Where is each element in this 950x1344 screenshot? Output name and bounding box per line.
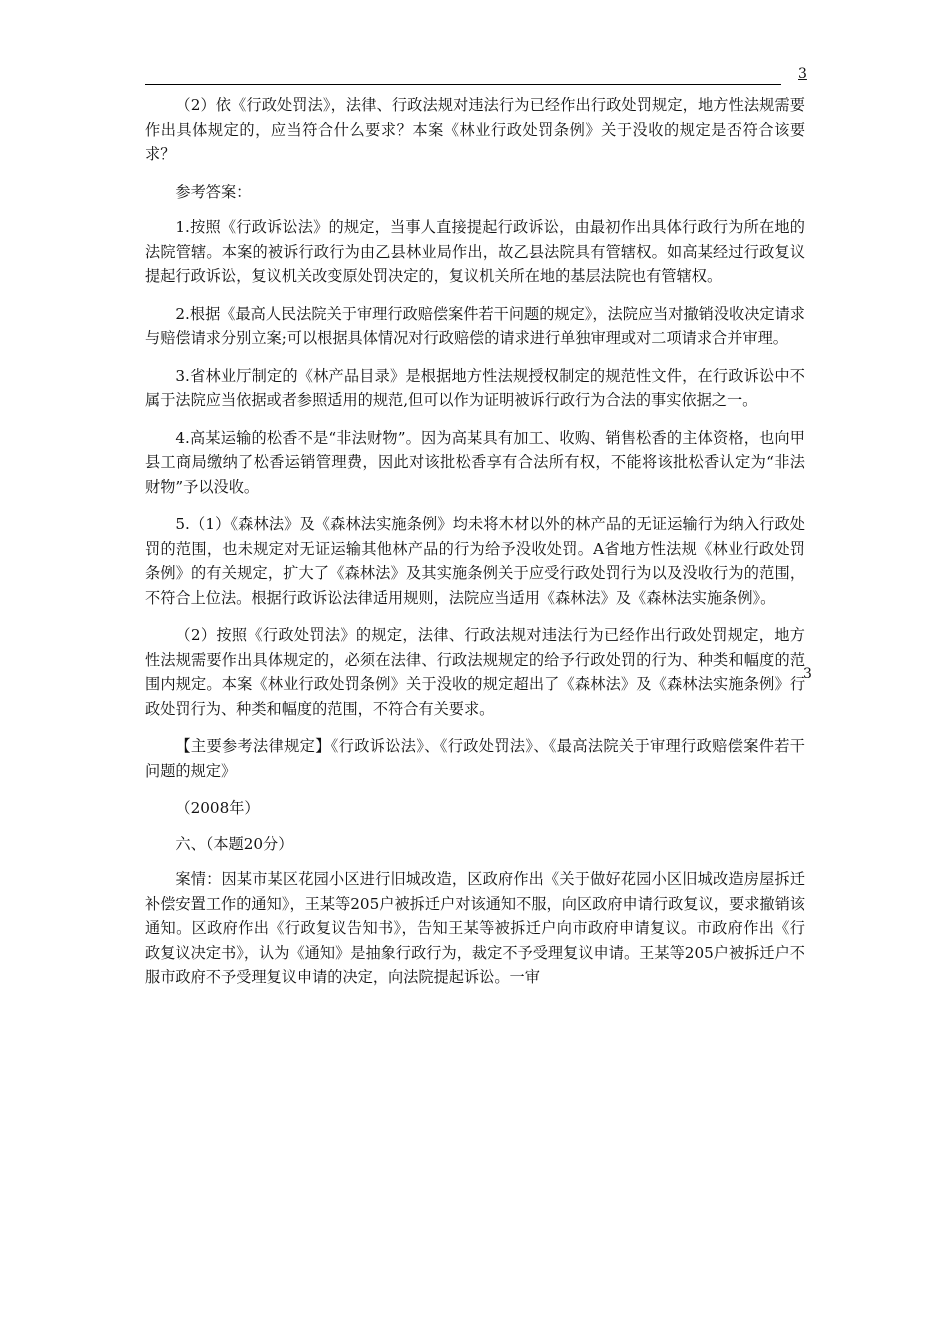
answer-3-paragraph: 3.省林业厅制定的《林产品目录》是根据地方性法规授权制定的规范性文件，在行政诉讼中不属于法院应当依据或者参照适用的规范,但可以作为证明被诉行政行为合法的事实依据之一。 — [145, 366, 805, 409]
answer-5-2-paragraph: （2）按照《行政处罚法》的规定，法律、行政法规对违法行为已经作出行政处罚规定，地方性法规需要作出具体规定的，必须在法律、行政法规规定的给予行政处罚的行为、种类和幅度的范围内规定。本案《林业行政处罚条例》关于没收的规定超出了《森林法》及《森林法实施条例》行政处罚行为、种类和幅度的范围，不符合有关要求。 — [145, 626, 805, 718]
legal-references-paragraph: 【主要参考法律规定】《行政诉讼法》、《行政处罚法》、《最高法院关于审理行政赔偿案件若干问题的规定》 — [145, 737, 805, 780]
section-six-heading: 六、（本题20分） — [175, 834, 294, 853]
document-body — [145, 93, 805, 1003]
page-number: 3 — [798, 66, 807, 82]
reference-answer-heading: 参考答案： — [175, 182, 252, 201]
year-label: （2008年） — [175, 799, 260, 817]
answer-4-paragraph: 4.高某运输的松香不是“非法财物”。因为高某具有加工、收购、销售松香的主体资格，也向甲县工商局缴纳了松香运销管理费，因此对该批松香享有合法所有权，不能将该批松香认定为“非法财物”予以没收。 — [145, 428, 805, 496]
answer-2-paragraph: 2.根据《最高人民法院关于审理行政赔偿案件若干问题的规定》，法院应当对撤销没收决定请求与赔偿请求分别立案;可以根据具体情况对行政赔偿的请求进行单独审理或对二项请求合并审理。 — [145, 304, 805, 347]
answer-5-1-paragraph: 5.（1）《森林法》及《森林法实施条例》均未将木材以外的林产品的无证运输行为纳入行政处罚的范围，也未规定对无证运输其他林产品的行为给予没收处罚。A省地方性法规《林业行政处罚条例》的有关规定，扩大了《森林法》及其实施条例关于应受行政处罚行为以及没收行为的范围，不符合上位法。根据行政诉讼法律适用规则，法院应当适用《森林法》及《森林法实施条例》。 — [145, 515, 805, 607]
case-facts-paragraph: 案情：因某市某区花园小区进行旧城改造，区政府作出《关于做好花园小区旧城改造房屋拆迁补偿安置工作的通知》，王某等205户被拆迁户对该通知不服，向区政府申请行政复议，要求撤销该通知。区政府作出《行政复议告知书》，告知王某等被拆迁户向市政府申请复议。市政府作出《行政复议决定书》，认为《通知》是抽象行政行为，裁定不予受理复议申请。王某等205户被拆迁户不服市政府不予受理复议申请的决定，向法院提起诉讼。一审 — [145, 870, 805, 986]
answer-1-paragraph: 1.按照《行政诉讼法》的规定，当事人直接提起行政诉讼，由最初作出具体行政行为所在地的法院管辖。本案的被诉行政行为由乙县林业局作出，故乙县法院具有管辖权。如高某经过行政复议提起行政诉讼，复议机关改变原处罚决定的，复议机关所在地的基层法院也有管辖权。 — [145, 218, 805, 285]
header-rule — [145, 84, 781, 85]
margin-page-number: 3 — [803, 666, 812, 682]
question-2-paragraph: （2）依《行政处罚法》，法律、行政法规对违法行为已经作出行政处罚规定，地方性法规需要作出具体规定的，应当符合什么要求？本案《林业行政处罚条例》关于没收的规定是否符合该要求？ — [145, 96, 805, 163]
